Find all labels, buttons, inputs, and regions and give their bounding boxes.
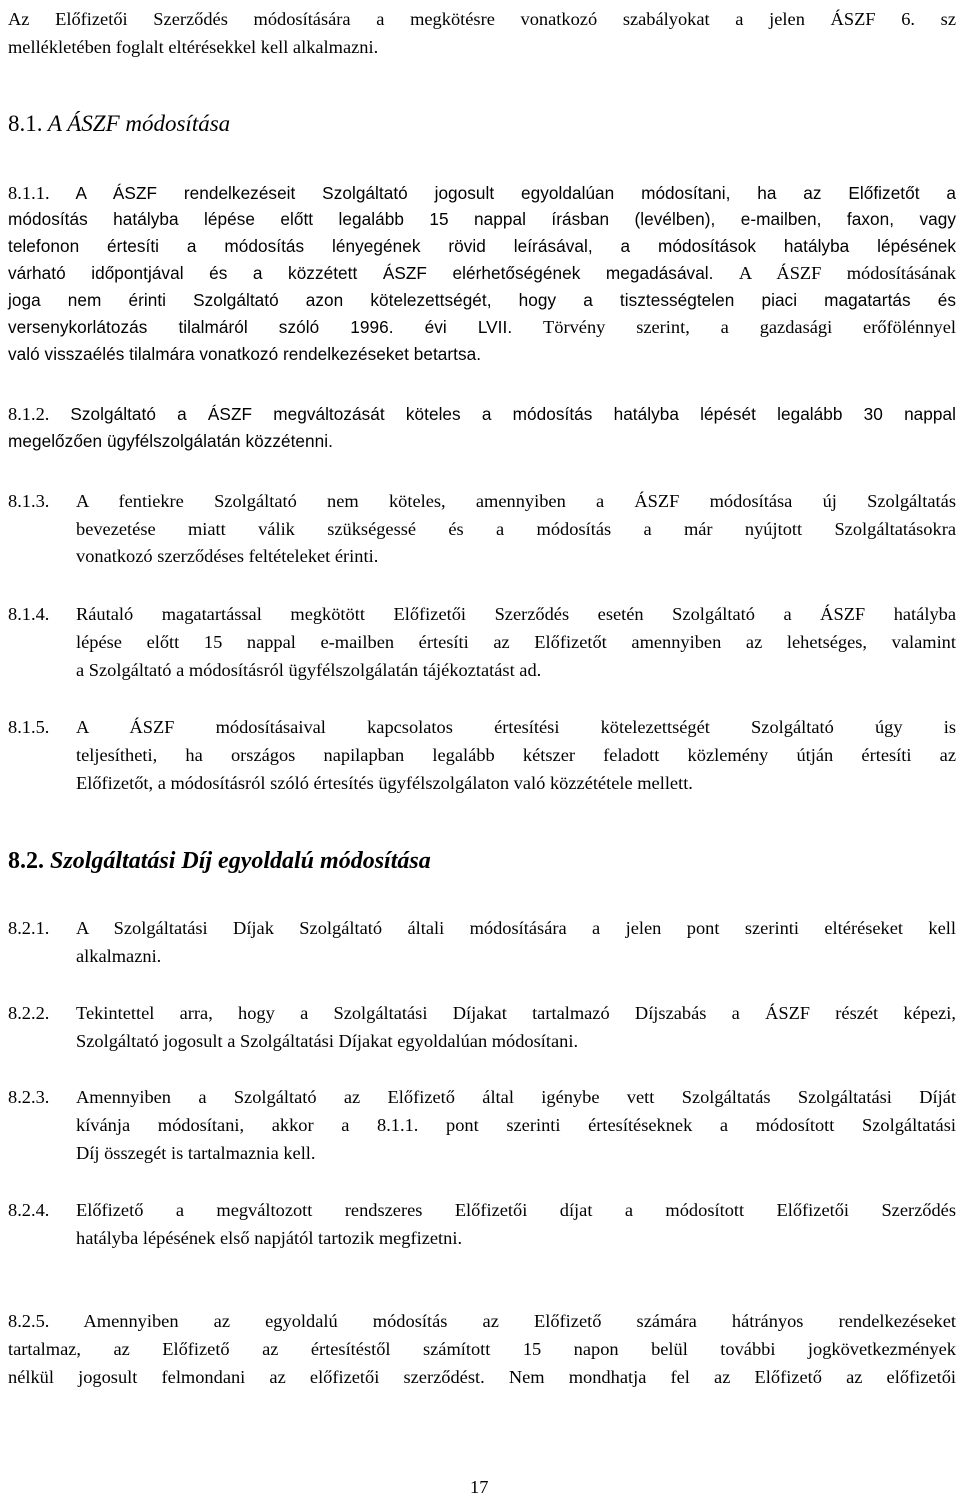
section-title: A ÁSZF módosítása — [47, 111, 231, 136]
paragraph-8-2-1-line-2: alkalmazni. — [76, 946, 162, 966]
paragraph-8-2-4-line-2: hatályba lépésének első napjától tartozik megfizetni. — [76, 1228, 463, 1248]
paragraph-8-1-1-line-1: 8.1.1. A ÁSZF rendelkezéseit Szolgáltató jogosult egyoldalúan módosítani, ha az Előfizetőt a — [8, 183, 956, 203]
section-number: 8.2. — [8, 848, 44, 874]
paragraph-8-1-3-line-3: vonatkozó szerződéses feltételeket érinti. — [76, 546, 379, 566]
paragraph-number: 8.1.2. — [8, 404, 50, 424]
paragraph-8-1-5-line-2: teljesítheti, ha országos napilapban legalább kétszer feladott közlemény útján értesíti az — [76, 745, 956, 765]
paragraph-8-1-2-line-1: 8.1.2. Szolgáltató a ÁSZF megváltozását köteles a módosítás hatályba lépését legalább 30 nappal — [8, 404, 956, 424]
paragraph-8-1-1-line-6: versenykorlátozás tilalmáról szóló 1996. évi LVII. Törvény szerint, a gazdasági erőfölénnyel — [8, 317, 956, 337]
paragraph-8-2-1-number: 8.2.1. — [8, 918, 50, 938]
paragraph-8-1-4-line-3: a Szolgáltató a módosításról ügyfélszolgálatán tájékoztatást ad. — [76, 660, 542, 680]
section-number: 8.1. — [8, 111, 43, 136]
paragraph-8-2-5-line-1: 8.2.5. Amennyiben az egyoldalú módosítás az Előfizető számára hátrányos rendelkezéseket — [8, 1311, 956, 1331]
paragraph-number: 8.2.5. — [8, 1311, 50, 1331]
paragraph-8-1-1-line-4: várható időpontjával és a közzétett ÁSZF elérhetőségének megadásával. A ÁSZF módosításának — [8, 263, 956, 283]
document-page — [8, 0, 956, 1499]
paragraph-8-2-5-line-2: tartalmaz, az Előfizető az értesítéstől számított 15 napon belül további jogkövetkezmények — [8, 1339, 956, 1359]
paragraph-8-1-3-number: 8.1.3. — [8, 491, 50, 511]
paragraph-8-1-4-line-1: Ráutaló magatartással megkötött Előfizetői Szerződés esetén Szolgáltató a ÁSZF hatályba — [76, 604, 956, 624]
paragraph-8-1-4-line-2: lépése előtt 15 nappal e-mailben értesíti az Előfizetőt amennyiben az lehetséges, valamint — [76, 632, 956, 652]
paragraph-8-2-2-number: 8.2.2. — [8, 1003, 50, 1023]
paragraph-8-1-4-number: 8.1.4. — [8, 604, 50, 624]
paragraph-8-2-5-line-3: nélkül jogosult felmondani az előfizetői szerződést. Nem mondhatja fel az Előfizető az előfizetői — [8, 1367, 956, 1387]
section-8-2-heading — [8, 848, 431, 875]
paragraph-8-2-4-line-1: Előfizető a megváltozott rendszeres Előfizetői díjat a módosított Előfizetői Szerződés — [76, 1200, 956, 1220]
section-title: Szolgáltatási Díj egyoldalú módosítása — [50, 848, 431, 874]
paragraph-8-2-1-line-1: A Szolgáltatási Díjak Szolgáltató általi módosítására a jelen pont szerinti eltéréseket kell — [76, 918, 956, 938]
paragraph-8-2-2-line-2: Szolgáltató jogosult a Szolgáltatási Díjakat egyoldalúan módosítani. — [76, 1031, 579, 1051]
paragraph-8-2-3-line-1: Amennyiben a Szolgáltató az Előfizető által igénybe vett Szolgáltatás Szolgáltatási Díját — [76, 1087, 956, 1107]
paragraph-8-2-3-number: 8.2.3. — [8, 1087, 50, 1107]
paragraph-8-1-5-line-3: Előfizetőt, a módosításról szóló értesítés ügyfélszolgálaton való közzététele mellett. — [76, 773, 693, 793]
intro-line-1: Az Előfizetői Szerződés módosítására a megkötésre vonatkozó szabályokat a jelen ÁSZF 6. sz — [8, 9, 956, 29]
intro-line-2: mellékletében foglalt eltérésekkel kell alkalmazni. — [8, 37, 379, 57]
section-8-1-heading — [8, 111, 230, 137]
paragraph-8-2-4-number: 8.2.4. — [8, 1200, 50, 1220]
page-number: 17 — [470, 1477, 489, 1497]
paragraph-8-1-1-line-3: telefonon értesíti a módosítás lényegének rövid leírásával, a módosítások hatályba lépésének — [8, 236, 956, 256]
paragraph-8-1-1-line-5: joga nem érinti Szolgáltató azon kötelezettségét, hogy a tisztességtelen piaci magatartás és — [8, 290, 956, 310]
paragraph-8-1-5-number: 8.1.5. — [8, 717, 50, 737]
paragraph-8-1-5-line-1: A ÁSZF módosításaival kapcsolatos értesítési kötelezettségét Szolgáltató úgy is — [76, 717, 956, 737]
paragraph-8-2-3-line-3: Díj összegét is tartalmaznia kell. — [76, 1143, 316, 1163]
paragraph-8-1-3-line-1: A fentiekre Szolgáltató nem köteles, amennyiben a ÁSZF módosítása új Szolgáltatás — [76, 491, 956, 511]
paragraph-8-1-1-line-7: való visszaélés tilalmára vonatkozó rendelkezéseket betartsa. — [8, 344, 482, 364]
paragraph-8-2-2-line-1: Tekintettel arra, hogy a Szolgáltatási Díjakat tartalmazó Díjszabás a ÁSZF részét képezi, — [76, 1003, 956, 1023]
paragraph-8-1-3-line-2: bevezetése miatt válik szükségessé és a módosítás a már nyújtott Szolgáltatásokra — [76, 519, 956, 539]
paragraph-8-1-2-line-2: megelőzően ügyfélszolgálatán közzétenni. — [8, 431, 333, 451]
paragraph-8-1-1-line-2: módosítás hatályba lépése előtt legalább 15 nappal írásban (levélben), e-mailben, faxon, vagy — [8, 209, 956, 229]
paragraph-number: 8.1.1. — [8, 183, 50, 203]
paragraph-8-2-3-line-2: kívánja módosítani, akkor a 8.1.1. pont szerinti értesítéseknek a módosított Szolgáltatási — [76, 1115, 956, 1135]
